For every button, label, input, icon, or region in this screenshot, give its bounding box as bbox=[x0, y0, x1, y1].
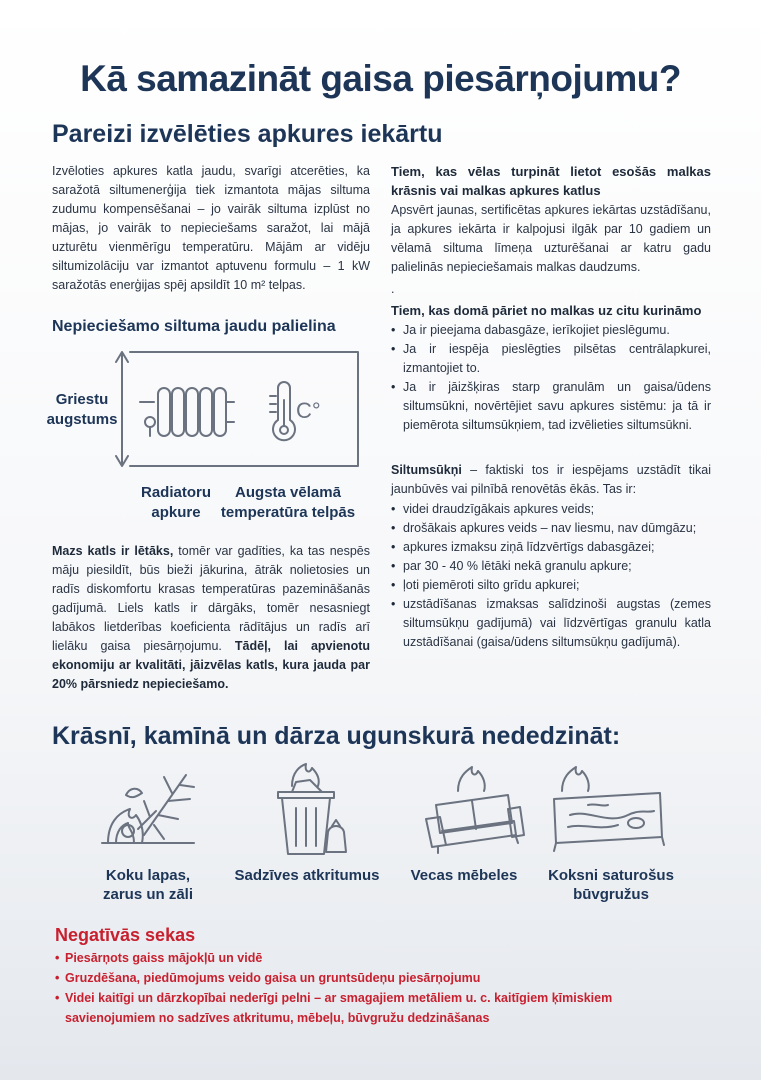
right-heading-2: Tiem, kas domā pāriet no malkas uz citu kurināmo bbox=[391, 303, 702, 318]
list-item: • videi draudzīgākais apkures veids; bbox=[391, 500, 711, 519]
list-item: • Gruzdēšana, piedūmojums veido gaisa un gruntsūdeņu piesārņojumu bbox=[55, 968, 695, 988]
negative-consequences-title: Negatīvās sekas bbox=[55, 925, 196, 945]
page-title: Kā samazināt gaisa piesārņojumu? bbox=[80, 58, 681, 99]
trash-bin-fire-icon bbox=[270, 762, 360, 860]
thermo-unit: C° bbox=[296, 398, 321, 423]
leaves-branches-label: Koku lapas, zarus un zāli bbox=[102, 867, 194, 903]
negative-consequences-list bbox=[55, 948, 695, 1028]
household-waste-label: Sadzīves atkritumus bbox=[234, 867, 380, 884]
right-heading-1: Tiem, kas vēlas turpināt lietot esošās malkas krāsnis vai malkas apkures katlus bbox=[391, 164, 711, 198]
boiler-paragraph: Mazs katls ir lētāks, tomēr var gadīties, ka tas nespēs māju piesildīt, būs bieži jākurina, ātrāk nolietosies un radīs diskomfortu krasas temperatūras pazemināšanās gadījumā. Liels katls ir dārgāks, tomēr nesasniegt labākos lietderības koeficienta rādītājus un radīs arī lielāku gaisa piesārņojumu. Tādēļ, lai apvienotu ekonomiju ar kvalitāti, jāizvēlas katls, kura jauda par 20% pārsniedz nepieciešamo. bbox=[52, 544, 371, 691]
stray-dot: . bbox=[391, 282, 395, 296]
thermometer-icon bbox=[270, 382, 321, 440]
list-item: • Ja ir pieejama dabasgāze, ierīkojiet pieslēgumu. bbox=[391, 321, 711, 340]
temperature-label: Augsta vēlamā temperatūra telpās bbox=[220, 484, 356, 521]
wood-plank-fire-icon bbox=[548, 765, 668, 860]
fuel-switch-list bbox=[391, 321, 711, 435]
list-item: • uzstādīšanas izmaksas salīdzinoši augstas (zemes siltumsūkņu gadījumā) vai līdzvērtīgas granulu katla uzstādīšanai (gaisa/ūdens siltumsūkņu gadījumā). bbox=[391, 595, 711, 652]
right-paragraph-1: Apsvērt jaunas, sertificētas apkures iekārtas uzstādīšanu, ja apkures iekārta ir kalpojusi ilgāk par 10 gadiem un vēlamā siltuma līmeņa uzturēšanai ar katru gadu palielinās nepieciešamais malkas daudzums. bbox=[391, 203, 711, 274]
list-item: • drošākais apkures veids – nav liesmu, nav dūmgāzu; bbox=[391, 519, 711, 538]
intro-paragraph: Izvēloties apkures katla jaudu, svarīgi atcerēties, ka saražotā siltumenerģija tiek izmantota mājas siltuma zudumu kompensēšanai – jo vairāk siltuma izplūst no mājas, jo vairāk to nepieciešams saražot, lai mājā uzturētu vienmērīgu temperatūru. Mājām ar vidēju siltumizolāciju var izmantot aptuvenu formulu – 1 kW saražotās enerģijas spēj apsildīt 10 m² telpas. bbox=[52, 164, 370, 292]
heat-pump-paragraph: Siltumsūkņi – faktiski tos ir iespējams uzstādīt tikai jaunbūvēs vai pilnībā renovētās ēkās. Tas ir: bbox=[391, 463, 711, 496]
section-subtitle: Pareizi izvēlēties apkures iekārtu bbox=[52, 120, 443, 148]
heat-pump-list bbox=[391, 500, 711, 652]
construction-waste-label: Koksni saturošus būvgružus bbox=[548, 867, 674, 903]
list-item: • par 30 - 40 % lētāki nekā granulu apkure; bbox=[391, 557, 711, 576]
radiator-label: Radiatoru apkure bbox=[140, 484, 211, 521]
sofa-fire-icon bbox=[420, 765, 525, 860]
list-item: • Videi kaitīgi un dārzkopībai nederīgi pelni – ar smagajiem metāliem u. c. kaitīgiem ķīmiskiem savienojumiem no sadzīves atkritumu, mēbeļu, būvgružu dedzināšanas bbox=[55, 988, 695, 1028]
room-outline bbox=[130, 352, 358, 466]
list-item: • Ja ir iespēja pieslēgties pilsētas centrālapkurei, izmantojiet to. bbox=[391, 340, 711, 378]
list-item: • ļoti piemēroti silto grīdu apkurei; bbox=[391, 576, 711, 595]
radiator-icon bbox=[140, 388, 234, 436]
section-heading-do-not-burn: Krāsnī, kamīnā un dārza ugunskurā nededzināt: bbox=[52, 722, 621, 750]
diagram-heading: Nepieciešamo siltuma jaudu palielina bbox=[52, 318, 336, 335]
ceiling-height-label: Griestu augstums bbox=[46, 391, 118, 428]
leaves-branches-fire-icon bbox=[98, 765, 198, 860]
old-furniture-label: Vecas mēbeles bbox=[410, 867, 518, 884]
list-item: • Piesārņots gaiss mājokļū un vidē bbox=[55, 948, 695, 968]
list-item: • Ja ir jāizšķiras starp granulām un gaisa/ūdens siltumsūkni, novērtējiet savu apkures sistēmu: ja tā ir piemērota siltumsūkņiem, tad izvēlieties siltumsūkni. bbox=[391, 378, 711, 435]
list-item: • apkures izmaksu ziņā līdzvērtīgs dabasgāzei; bbox=[391, 538, 711, 557]
